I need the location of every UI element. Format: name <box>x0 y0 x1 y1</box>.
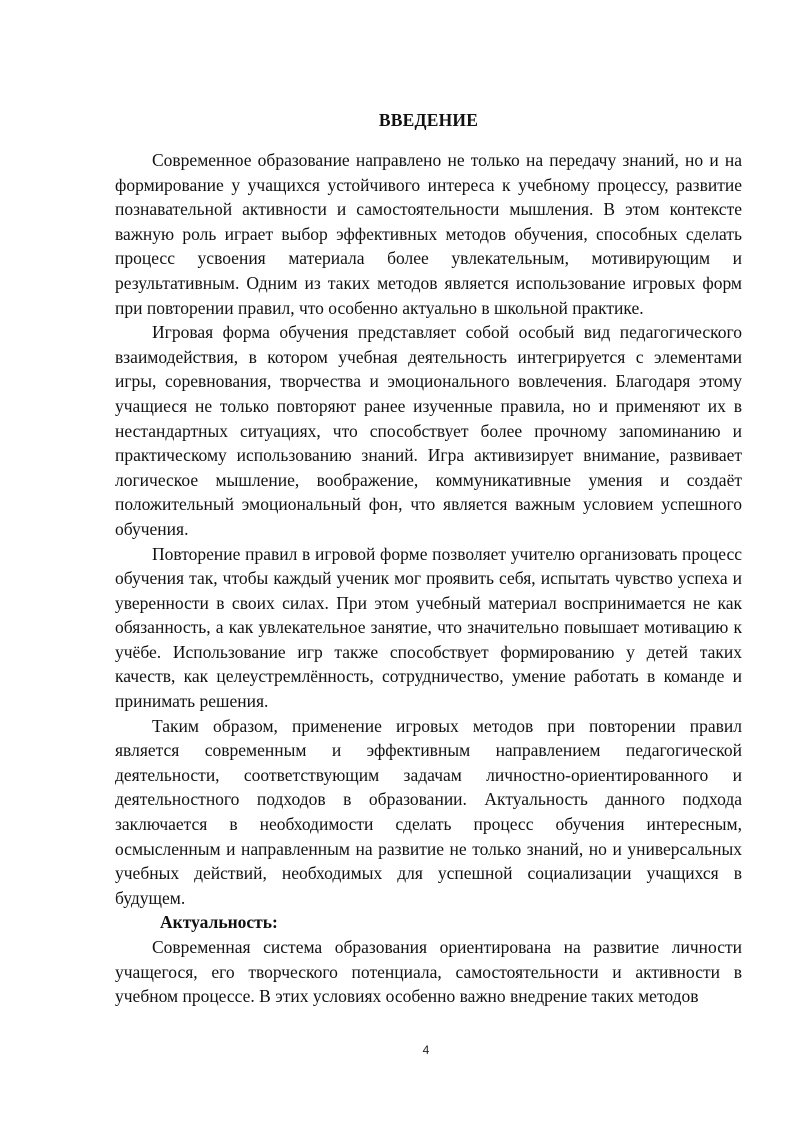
paragraph-1: Современное образование направлено не только на передачу знаний, но и на формирование у учащихся устойчивого интереса к учебному процессу, развитие познавательной активности и самостоятельности мышления. В этом контексте важную роль играет выбор эффективных методов обучения, способных сделать процесс усвоения материала более увлекательным, мотивирующим и результативным. Одним из таких методов является использование игровых форм при повторении правил, что особенно актуально в школьной практике. <box>115 150 742 318</box>
paragraph-5: Современная система образования ориентирована на развитие личности учащегося, его творческого потенциала, самостоятельности и активности в учебном процессе. В этих условиях особенно важно внедрение таких методов <box>115 937 742 1007</box>
section-subheading: Актуальность: <box>160 912 278 933</box>
paragraph-3: Повторение правил в игровой форме позволяет учителю организовать процесс обучения так, чтобы каждый ученик мог проявить себя, испытать чувство успеха и уверенности в своих силах. При этом учебный материал воспринимается не как обязанность, а как увлекательное занятие, что значительно повышает мотивацию к учёбе. Использование игр также способствует формированию у детей таких качеств, как целеустремлённость, сотрудничество, умение работать в команде и принимать решения. <box>115 543 742 712</box>
page-number: 4 <box>422 1043 430 1057</box>
page-content <box>115 108 742 1009</box>
paragraph-4: Таким образом, применение игровых методов при повторении правил является современным и эффективным направлением педагогической деятельности, соответствующим задачам личностно-ориентированного и деятельностного подходов в образовании. Актуальность данного подхода заключается в необходимости сделать процесс обучения интересным, осмысленным и направленным на развитие не только знаний, но и универсальных учебных действий, необходимых для успешной социализации учащихся в будущем. <box>115 715 742 908</box>
paragraph-2: Игровая форма обучения представляет собой особый вид педагогического взаимодействия, в котором учебная деятельность интегрируется с элементами игры, соревнования, творчества и эмоционального вовлечения. Благодаря этому учащиеся не только повторяют ранее изученные правила, но и применяют их в нестандартных ситуациях, что способствует более прочному запоминанию и практическому использованию знаний. Игра активизирует внимание, развивает логическое мышление, воображение, коммуникативные умения и создаёт положительный эмоциональный фон, что является важным условием успешного обучения. <box>115 322 742 539</box>
page-title: ВВЕДЕНИЕ <box>378 110 479 130</box>
